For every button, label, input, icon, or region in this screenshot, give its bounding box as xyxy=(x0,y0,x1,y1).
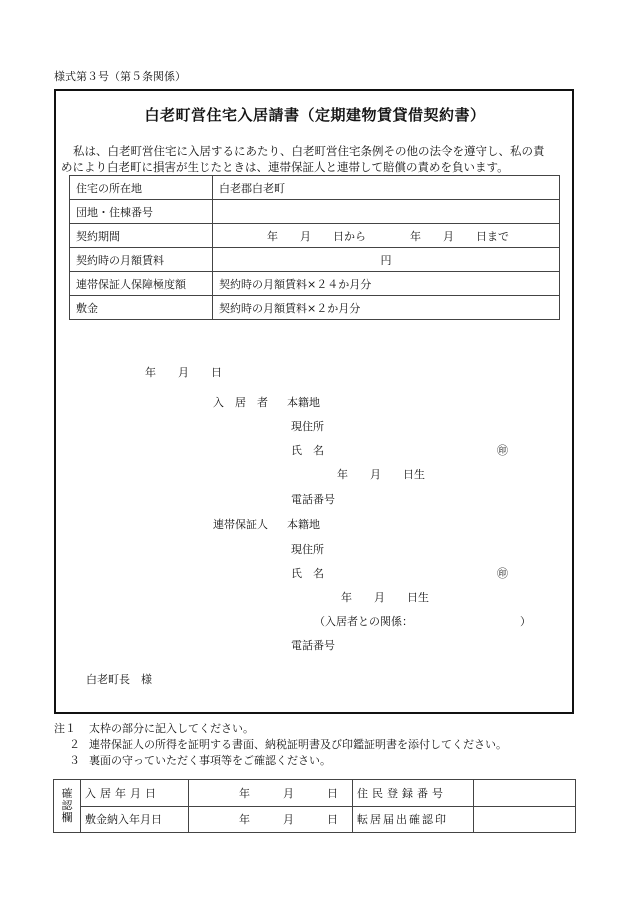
guarantor-relation-open: （入居者との関係： xyxy=(314,615,413,628)
guarantee-limit-value: 契約時の月額賃料×２４か月分 xyxy=(213,272,560,296)
move-in-date-field[interactable]: 年 月 日 xyxy=(189,780,353,807)
move-notice-label: 転居届出確認印 xyxy=(353,806,474,833)
info-row-deposit xyxy=(70,296,560,320)
guarantor-name-label: 氏 名 xyxy=(291,567,324,580)
resident-number-field[interactable] xyxy=(474,780,576,807)
confirm-row-move-in xyxy=(54,780,576,807)
deposit-date-field[interactable]: 年 月 日 xyxy=(189,806,353,833)
pledge-line-1: 私は、白老町営住宅に入居するにあたり、白老町営住宅条例その他の法令を遵守し、私の責 xyxy=(73,144,545,158)
info-row-rent xyxy=(70,248,560,272)
guarantor-address-label: 現住所 xyxy=(291,543,324,556)
confirm-row-deposit xyxy=(54,806,576,833)
note-3-text: 裏面の守っていただく事項等をご確認ください。 xyxy=(89,754,331,767)
note-2-number: ２ xyxy=(69,738,80,751)
info-label: 連帯保証人保障極度額 xyxy=(70,272,213,296)
deposit-value: 契約時の月額賃料×２か月分 xyxy=(213,296,560,320)
info-row-building xyxy=(70,200,560,224)
guarantor-seal-mark: ㊞ xyxy=(497,567,508,580)
info-label: 敷金 xyxy=(70,296,213,320)
resident-number-label: 住民登録番号 xyxy=(353,780,474,807)
location-field[interactable]: 白老郡白老町 xyxy=(213,176,560,200)
tenant-domicile-label: 本籍地 xyxy=(287,396,320,409)
guarantor-relation-close: ） xyxy=(520,615,531,628)
info-label: 契約時の月額賃料 xyxy=(70,248,213,272)
info-row-period xyxy=(70,224,560,248)
monthly-rent-field[interactable]: 円 xyxy=(213,248,560,272)
form-number: 様式第３号（第５条関係） xyxy=(54,70,186,83)
info-row-location xyxy=(70,176,560,200)
info-label: 団地・住棟番号 xyxy=(70,200,213,224)
confirm-side-label xyxy=(54,780,81,833)
confirmation-table xyxy=(53,779,576,833)
note-3-number: ３ xyxy=(69,754,80,767)
tenant-birth-date[interactable]: 年 月 日生 xyxy=(337,468,425,481)
info-row-guarantee xyxy=(70,272,560,296)
addressee: 白老町長 様 xyxy=(86,673,152,686)
building-number-field[interactable] xyxy=(213,200,560,224)
note-2-text: 連帯保証人の所得を証明する書面、納税証明書及び印鑑証明書を添付してください。 xyxy=(89,738,507,751)
tenant-role-label: 入 居 者 xyxy=(213,396,268,409)
tenant-seal-mark: ㊞ xyxy=(497,444,508,457)
tenant-name-label: 氏 名 xyxy=(291,444,324,457)
pledge-line-2: めにより白老町に損害が生じたときは、連帯保証人と連帯して賠償の責めを負います。 xyxy=(61,160,509,174)
info-label: 契約期間 xyxy=(70,224,213,248)
tenant-address-label: 現住所 xyxy=(291,420,324,433)
contract-info-table xyxy=(69,175,560,320)
guarantor-domicile-label: 本籍地 xyxy=(287,518,320,531)
tenant-phone-label: 電話番号 xyxy=(291,493,335,506)
guarantor-birth-date[interactable]: 年 月 日生 xyxy=(341,591,429,604)
confirm-side-label-text: 確認欄 xyxy=(61,787,73,824)
form-title: 白老町営住宅入居請書（定期建物賃貸借契約書） xyxy=(144,106,486,124)
guarantor-role-label: 連帯保証人 xyxy=(213,518,268,531)
guarantor-phone-label: 電話番号 xyxy=(291,639,335,652)
move-in-date-label: 入居年月日 xyxy=(81,780,189,807)
note-1-text: 太枠の部分に記入してください。 xyxy=(89,722,254,735)
date-field[interactable]: 年 月 日 xyxy=(145,366,222,379)
note-1-number: 注１ xyxy=(54,722,76,735)
info-label: 住宅の所在地 xyxy=(70,176,213,200)
move-notice-field[interactable] xyxy=(474,806,576,833)
deposit-date-label: 敷金納入年月日 xyxy=(81,806,189,833)
contract-period-field[interactable]: 年 月 日から 年 月 日まで xyxy=(213,224,560,248)
